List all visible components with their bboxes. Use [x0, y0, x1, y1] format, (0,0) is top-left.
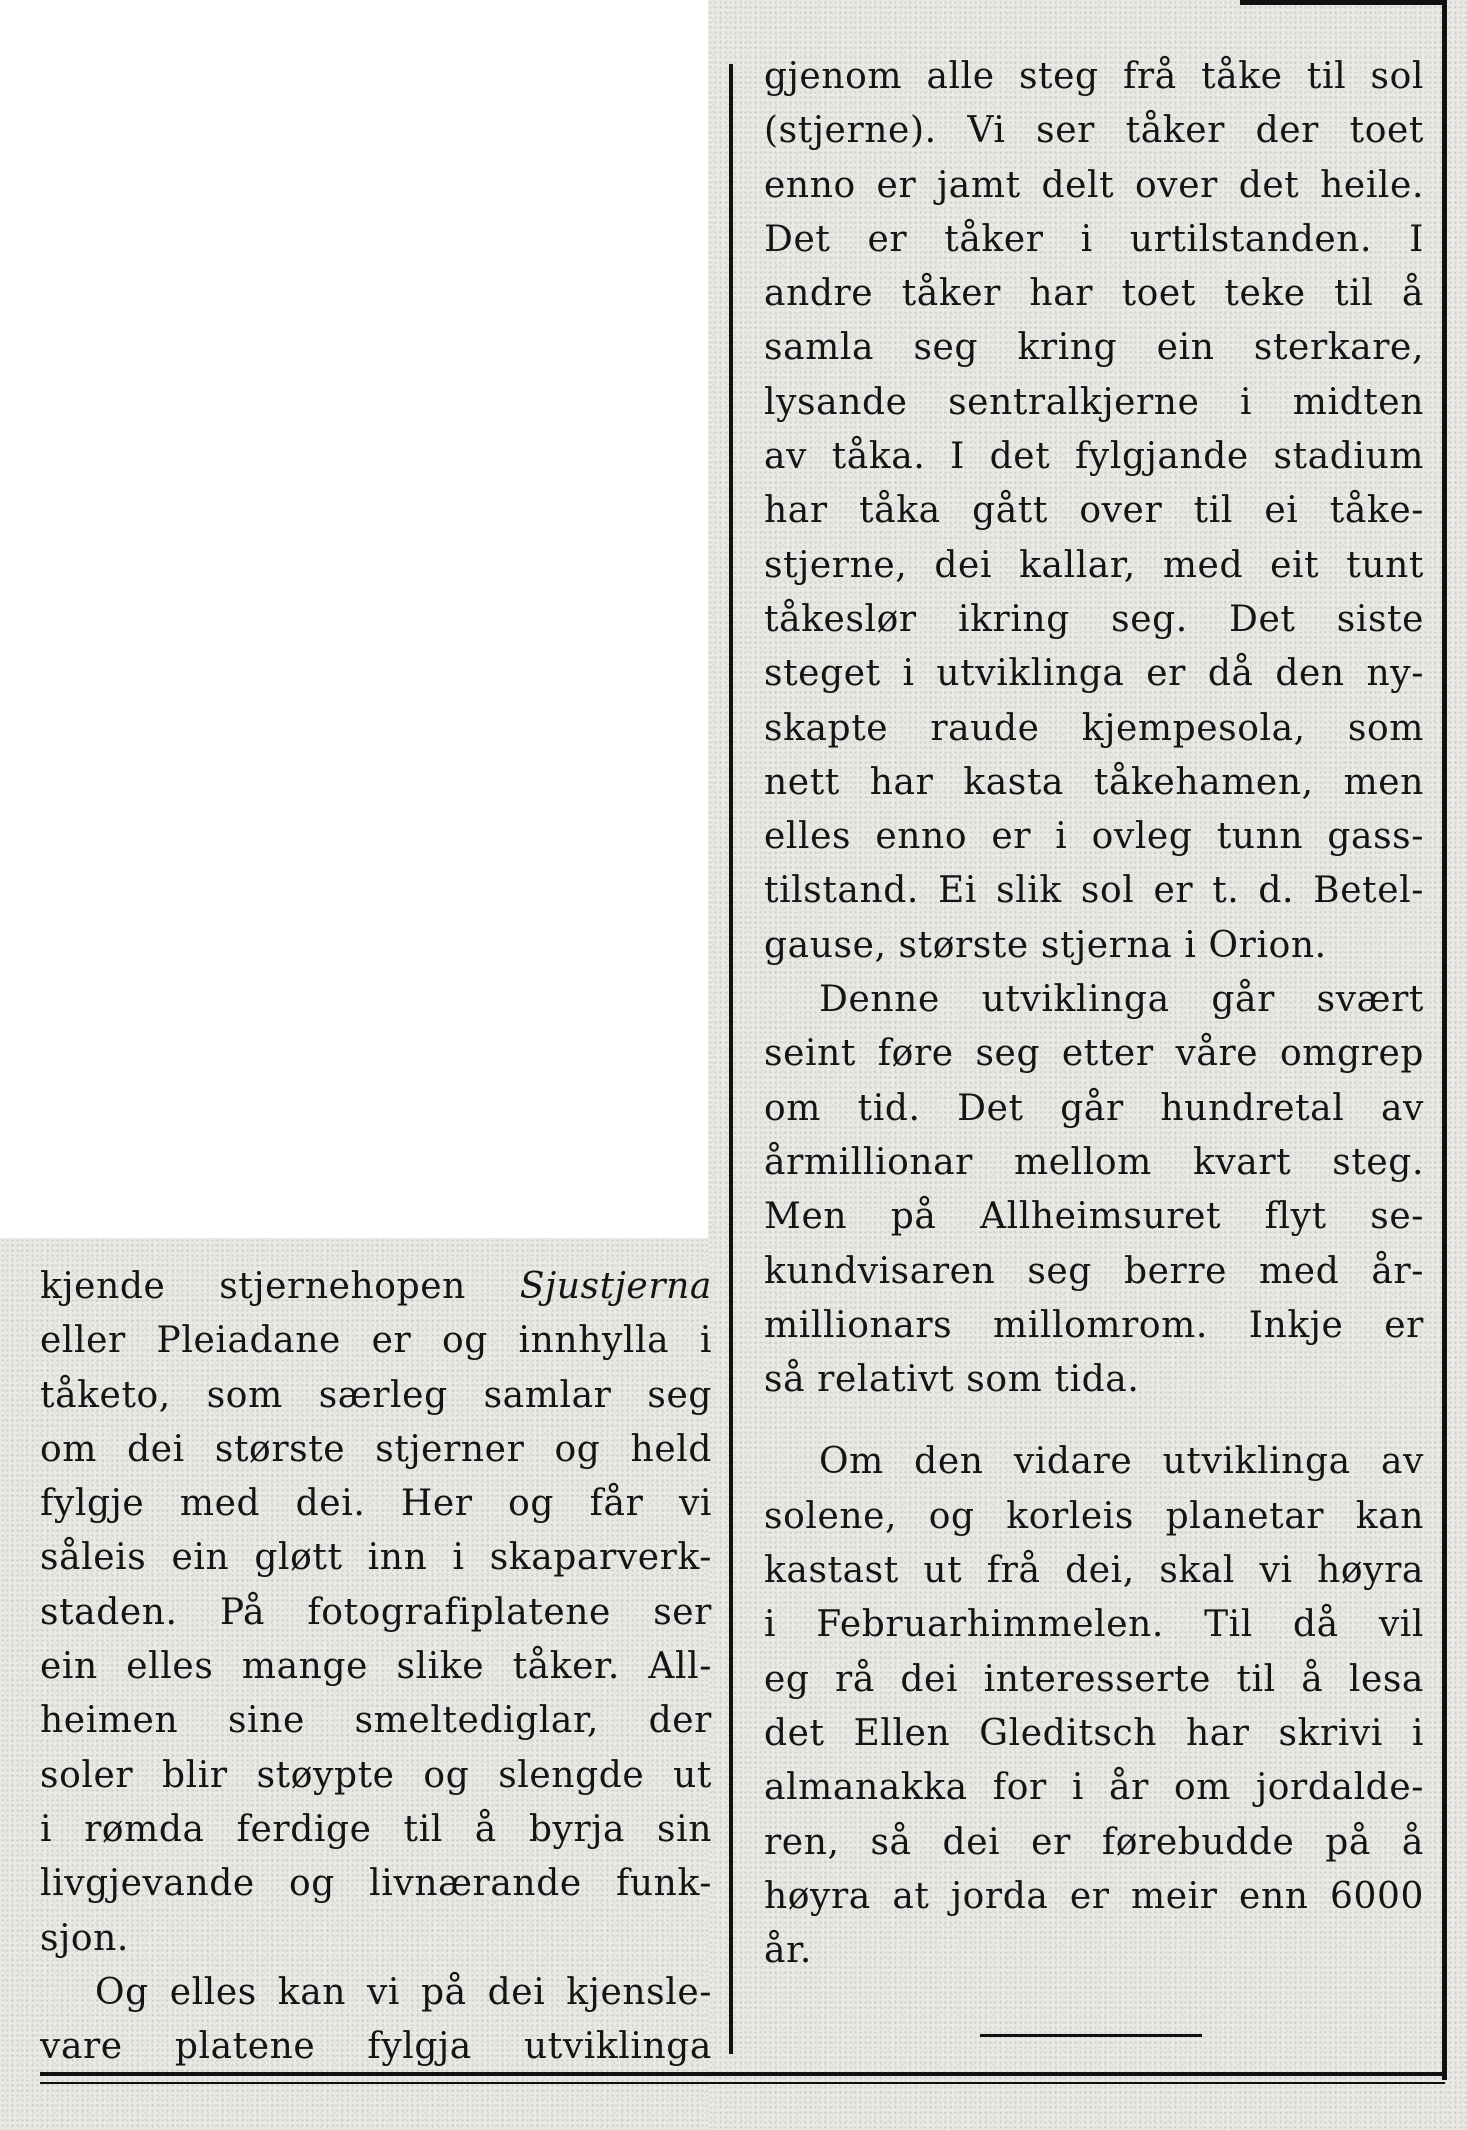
text-line: i rømda ferdige til å byrja sin [40, 1808, 712, 1850]
text-line: nett har kasta tåkehamen, men [764, 761, 1424, 803]
text-line: Men på Allheimsuret flyt se- [764, 1196, 1424, 1238]
text-line: eller Pleiadane er og innhylla i [40, 1320, 712, 1362]
text-line: millionars millomrom. Inkje er [764, 1304, 1424, 1346]
text-line: kjende stjernehopen Sjustjerna [40, 1266, 712, 1307]
top-rule [1240, 0, 1445, 5]
text-line: fylgje med dei. Her og får vi [40, 1483, 712, 1525]
column-divider-rule [729, 64, 733, 2054]
text-line: skapte raude kjempesola, som [764, 707, 1424, 749]
text-line: tåkeslør ikring seg. Det siste [764, 598, 1424, 640]
right-text-column [764, 50, 1424, 1978]
text-line: stjerne, dei kallar, med eit tunt [764, 544, 1424, 586]
right-edge-rule [1442, 0, 1447, 2080]
text-line: (stjerne). Vi ser tåker der toet [764, 110, 1424, 152]
text-line: av tåka. I det fylgjande stadium [764, 436, 1424, 478]
article-end-dash [980, 2034, 1202, 2037]
text-line: ren, så dei er førebudde på å [764, 1821, 1424, 1863]
text-line: har tåka gått over til ei tåke- [764, 490, 1424, 532]
left-text-column [40, 1260, 712, 2074]
bottom-rule-lower [40, 2082, 1445, 2084]
text-line: tilstand. Ei slik sol er t. d. Betel- [764, 870, 1424, 912]
text-line: Det er tåker i urtilstanden. I [764, 218, 1424, 260]
text-line: vare platene fylgja utviklinga [40, 2026, 712, 2068]
text-line: seint føre seg etter våre omgrep [764, 1033, 1424, 1075]
text-line: om tid. Det går hundretal av [764, 1087, 1424, 1129]
text-line: Om den vidare utviklinga av [819, 1441, 1424, 1483]
text-line: almanakka for i år om jordalde- [764, 1767, 1424, 1809]
text-line: lysande sentralkjerne i midten [764, 381, 1424, 423]
text-line: Denne utviklinga går svært [819, 979, 1424, 1021]
text-line: eg rå dei interesserte til å lesa [764, 1658, 1424, 1700]
text-line: om dei største stjerner og held [40, 1428, 712, 1470]
text-line: tåketo, som særleg samlar seg [40, 1374, 712, 1416]
text-line: steget i utviklinga er då den ny- [764, 653, 1424, 695]
text-line: livgjevande og livnærande funk- [40, 1863, 712, 1905]
text-line: sjon. [40, 1917, 129, 1959]
text-line: så relativt som tida. [764, 1359, 1140, 1401]
text-line: kundvisaren seg berre med år- [764, 1250, 1424, 1292]
text-line: samla seg kring ein sterkare, [764, 327, 1424, 369]
text-line: såleis ein gløtt inn i skaparverk- [40, 1537, 712, 1579]
text-line: kastast ut frå dei, skal vi høyra [764, 1550, 1424, 1592]
text-line: høyra at jorda er meir enn 6000 [764, 1875, 1424, 1917]
text-line: solene, og korleis planetar kan [764, 1495, 1424, 1537]
text-line: soler blir støypte og slengde ut [40, 1754, 712, 1796]
text-line: andre tåker har toet teke til å [764, 273, 1424, 315]
text-line: i Februarhimmelen. Til då vil [764, 1604, 1424, 1646]
text-line: enno er jamt delt over det heile. [764, 164, 1424, 206]
text-line: heimen sine smeltediglar, der [40, 1700, 712, 1742]
text-line: årmillionar mellom kvart steg. [764, 1141, 1424, 1183]
text-line: gause, største stjerna i Orion. [764, 924, 1327, 966]
text-line: gjenom alle steg frå tåke til sol [764, 56, 1424, 97]
text-line: ein elles mange slike tåker. All- [40, 1646, 712, 1688]
text-line: elles enno er i ovleg tunn gass- [764, 816, 1424, 858]
text-line: det Ellen Gleditsch har skrivi i [764, 1712, 1424, 1754]
text-line: Og elles kan vi på dei kjensle- [95, 1971, 712, 2013]
italic-word: Sjustjerna [519, 1266, 712, 1307]
text-line: år. [764, 1930, 812, 1972]
text-line: staden. På fotografiplatene ser [40, 1591, 712, 1633]
